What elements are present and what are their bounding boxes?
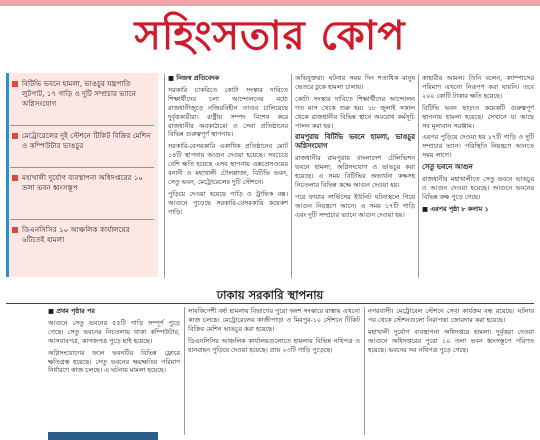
paragraph: আগুনে সেতু ভবনের ৫৫টি গাড়ি সম্পূর্ণ পুড়ে গেছে। সেতু ভবনের নিচতলায় থাকা কম্পিউটার, আসবাবপত্র, কাগজপত্র পুড়ে ছাই হয়েছে। xyxy=(48,318,180,345)
paragraph: ডিএনসিসির আঞ্চলিক কার্যালয়গুলোতে হামলায় বিভিন্ন নথিপত্র ও যানবাহন পুড়িয়ে দেওয়া হয়েছে। প্রায় ২৩টি গাড়ি পুড়েছে। xyxy=(188,336,360,354)
continued-note: ■ এরপর পৃষ্ঠা ৮ কলাম ১ xyxy=(422,204,489,213)
continuation-column-3 xyxy=(368,307,534,437)
paragraph: অভিযুক্তরা। ঘটনার সময় দিন শতাধিক মানুষ ভেতরে ঢুকে হামলা চালায়। xyxy=(295,74,415,91)
continuation-column-2 xyxy=(188,307,360,437)
divider xyxy=(10,125,154,126)
article-column-2 xyxy=(295,74,415,278)
highlights-accent-bar xyxy=(6,73,9,277)
continuation-column-1 xyxy=(48,307,180,437)
paragraph: রাজধানীর রামপুরায় বাংলাদেশ টেলিভিশন ভবনে হামলা, অগ্নিসংযোগ ও ভাঙচুর করা হয়েছে। এ সময় বিটিভির অভ্যর্থনা কক্ষসহ নিচতলার বিভিন্ন কক্ষে আগুন দেওয়া হয়। xyxy=(295,154,415,189)
continuation-headline: ঢাকায় সরকারি স্থাপনায় xyxy=(216,288,324,302)
paragraph: মহাখালী দুর্যোগ ব্যবস্থাপনা অধিদপ্তরে হামলা। দুর্বৃত্তরা দেওয়া আগুনে অধিদপ্তরের পুরো ১০ তলা ভবন ধ্বংসস্তূপে পরিণত হয়েছে। ভবনের সব নথিপত্র পুড়ে গেছে। xyxy=(368,327,534,354)
highlight-item: মহাখালী দুর্যোগ ব্যবস্থাপনা অধিদপ্তরের ১০ তলা ভবন ধ্বংসস্তূপ xyxy=(10,173,154,193)
highlight-item: বিটিভি ভবনে হামলা, ভাঙচুর যন্ত্রপাতি লুটপাট, ১৭ গাড়ি ও দুটি সম্প্রচার ভ্যানে অগ্নিসংযোগ xyxy=(10,79,154,109)
section-rule xyxy=(6,303,534,304)
from-front-page-note: ■ প্রথম পৃষ্ঠার পর xyxy=(48,307,95,315)
paragraph: কোটা সংস্কার দাবিতে শিক্ষার্থীদের আন্দোলন গত মাস থেকে শুরু হয়। ১৮ জুলাই সকাল থেকে রাজধানীর বিভিন্ন স্থানে অবরোধ কর্মসূচি পালন করা হয়। xyxy=(295,94,415,130)
bullet-square-icon xyxy=(12,227,18,233)
column-divider xyxy=(291,74,292,278)
headline-top-strip xyxy=(0,0,540,6)
highlights-box xyxy=(6,73,158,277)
paragraph: এরপর পুড়িয়ে দেওয়া হয় ১৭টি গাড়ি ও দুটি সম্প্রচার ভ্যান। পরিস্থিতি নিয়ন্ত্রণে আনতে সময় লাগে। xyxy=(422,133,534,160)
page-headline: সহিংসতার কোপ xyxy=(134,13,406,59)
article-column-1 xyxy=(168,74,288,278)
divider xyxy=(10,219,154,220)
column-divider xyxy=(184,307,185,435)
column-divider xyxy=(164,74,165,278)
headline-band xyxy=(0,0,540,68)
bullet-square-icon xyxy=(12,81,18,87)
paragraph: রাজধানীর মহাখালীতে সেতু ভবনে ভাঙচুর ও আগুন দেওয়া হয়েছে। আগুনে ভবনের বিভিন্ন কক্ষ পুড়ে গেছে। xyxy=(422,175,534,201)
paragraph: সরকারি-বেসরকারি একাধিক প্রতিষ্ঠানের মোট ১৪টি স্থাপনায় আগুন দেওয়া হয়েছে। সবচেয়ে বেশি ক্ষতি হয়েছে এসব স্থাপনায় এক্সপ্রেসওয়ের বনানী ও মহাখালী টোলপ্লাজা, বিটিভি ভবন, সেতু ভবন, মেট্রোরেলের দুটি স্টেশনে। xyxy=(168,142,288,186)
paragraph: সরকারি চাকরিতে কোটা সংস্কার দাবিতে শিক্ষার্থীদের চলা আন্দোলনের মধ্যে রাজধানীজুড়ে নজিরবিহীন তাণ্ডব চালিয়েছে দুর্বৃত্তকারীরা। রাষ্ট্রীয় সম্পদ বিশেষ করে রাজধানীর অবকাঠামো ও সেবা প্রতিষ্ঠানের বিভিন্ন গুরুত্বপূর্ণ স্থাপনায়। xyxy=(168,85,288,139)
paragraph: অগ্নিসংযোগের ফলে ভবনটির বিভিন্ন ফ্লোরে ক্ষতিগ্রস্ত হয়েছে। সেতু ভবনের ক্ষয়ক্ষতির পরিমাণ নির্ধারণে কাজ চলছে। এ ঘটনায় মামলা হয়েছে। xyxy=(48,348,180,375)
column-divider xyxy=(418,74,419,278)
article-column-3 xyxy=(422,74,534,278)
subheading: রামপুরায় বিটিভি ভবনে হামলা, ভাঙচুর অগ্নিসংযোগ xyxy=(295,133,415,151)
paragraph: পরে ফায়ার সার্ভিসের ইউনিট ঘটনাস্থলে গিয়ে আগুন নিয়ন্ত্রণে আনে। এ সময় ১৭টি গাড়ি এবং দুটি সম্প্রচার ভ্যানে আগুন দেওয়া হয়। xyxy=(295,192,415,219)
highlight-item: মেট্রোরেলের দুই স্টেশনে টিকিট বিক্রির মেশিন ও কম্পিউটার ভাঙচুর xyxy=(10,131,154,151)
paragraph: কাহারীর আমল। তিনি বলেন, ক্যাম্পাসের পরিমাণ এখনো নিরূপণ করা যায়নি। তবে ২০০ কোটি টাকার ক্ষতি হয়েছে। xyxy=(422,74,534,100)
paragraph: বিটিভি ভবন ছাড়াও কয়েকটি গুরুত্বপূর্ণ স্থাপনায় হামলা হয়েছে। সেখানে যা আছে সব মূল্যবান সরঞ্জাম। xyxy=(422,103,534,130)
paragraph: পুড়িয়ে দেওয়া হয়েছে গাড়ি ও ট্রাফিক বক্স। আগুনে পুড়েছে সরকারি-বেসরকারি কয়েকশ গাড়ি। xyxy=(168,189,288,216)
byline: ■ নিজস্ব প্রতিবেদক xyxy=(168,74,220,82)
bottom-colored-strip xyxy=(48,432,158,440)
column-divider xyxy=(364,307,365,435)
subheading: সেতু ভবনে আগুন xyxy=(422,163,473,172)
divider xyxy=(10,167,154,168)
paragraph: সাবকিপেশী বর্ষা হামলায় বিভাগের পুরো অংশ সংস্কারে রাস্তায় এখনো কাজ চলছে। মেট্রোরেলের কাজীপাড়া ও মিরপুর-১০ স্টেশনে টিকিট বিক্রির মেশিন ভাঙচুর করা হয়েছে। xyxy=(188,307,360,333)
paragraph: নগরবাসী। মেট্রোরেল স্টেশনে সেবা কার্যক্রম বন্ধ রয়েছে। ঘটনার পর থেকে স্টেশনগুলো নিরাপত্তা জোরদার করা হয়েছে। xyxy=(368,307,534,324)
bullet-square-icon xyxy=(12,175,18,181)
highlight-item: ডিএনসিসির ১০ আঞ্চলিক কার্যালয়ের ৬টিতেই হামলা xyxy=(10,225,154,245)
bullet-square-icon xyxy=(12,133,18,139)
